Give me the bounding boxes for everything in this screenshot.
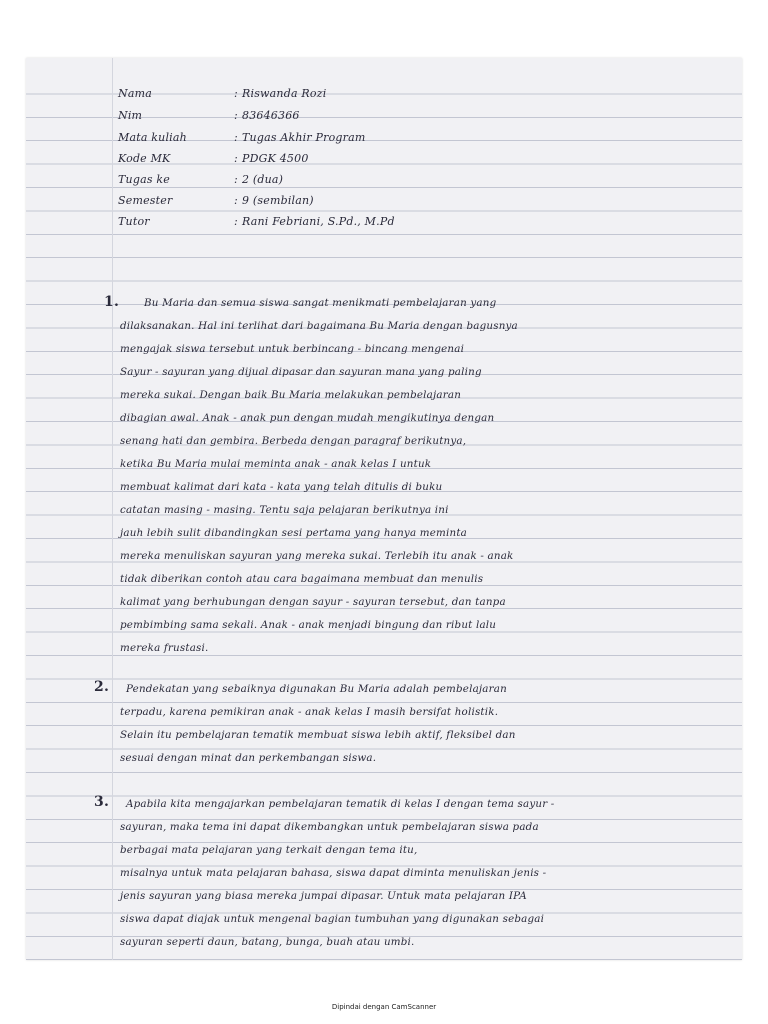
header-label: Nim bbox=[118, 109, 143, 122]
answer-line: Sayur - sayuran yang dijual dipasar dan sayuran mana yang paling bbox=[120, 366, 482, 378]
answer-line: sayuran, maka tema ini dapat dikembangkan untuk pembelajaran siswa pada bbox=[120, 821, 539, 833]
answer-number: 3. bbox=[94, 794, 110, 810]
header-value: Riswanda Rozi bbox=[242, 87, 327, 100]
header-label: Tutor bbox=[118, 215, 150, 228]
scanner-watermark: Dipindai dengan CamScanner bbox=[331, 1003, 437, 1011]
answer-line: catatan masing - masing. Tentu saja pelajaran berikutnya ini bbox=[120, 504, 449, 516]
header-label: Tugas ke bbox=[118, 173, 170, 186]
header-value: PDGK 4500 bbox=[242, 152, 309, 165]
header-colon: : bbox=[234, 87, 238, 100]
answer-line: Selain itu pembelajaran tematik membuat siswa lebih aktif, fleksibel dan bbox=[120, 729, 516, 741]
answer-line: pembimbing sama sekali. Anak - anak menjadi bingung dan ribut lalu bbox=[120, 619, 497, 631]
answer-line: Pendekatan yang sebaiknya digunakan Bu Maria adalah pembelajaran bbox=[126, 683, 507, 695]
header-label: Mata kuliah bbox=[118, 131, 187, 144]
answer-line: senang hati dan gembira. Berbeda dengan paragraf berikutnya, bbox=[120, 435, 467, 447]
header-colon: : bbox=[234, 194, 238, 207]
answer-line: membuat kalimat dari kata - kata yang telah ditulis di buku bbox=[120, 481, 443, 493]
answer-line: jenis sayuran yang biasa mereka jumpai dipasar. Untuk mata pelajaran IPA bbox=[120, 890, 527, 902]
answer-line: Bu Maria dan semua siswa sangat menikmati pembelajaran yang bbox=[144, 297, 497, 309]
answer-number: 1. bbox=[104, 294, 120, 310]
header-colon: : bbox=[234, 109, 238, 122]
answer-line: sesuai dengan minat dan perkembangan siswa. bbox=[120, 752, 377, 764]
answer-line: jauh lebih sulit dibandingkan sesi pertama yang hanya meminta bbox=[120, 527, 467, 539]
header-label: Nama bbox=[118, 87, 152, 100]
answer-line: misalnya untuk mata pelajaran bahasa, siswa dapat diminta menuliskan jenis - bbox=[120, 867, 547, 879]
answer-line: Apabila kita mengajarkan pembelajaran tematik di kelas I dengan tema sayur - bbox=[126, 798, 555, 810]
answer-line: mereka frustasi. bbox=[120, 642, 209, 654]
answer-line: berbagai mata pelajaran yang terkait dengan tema itu, bbox=[120, 844, 418, 856]
header-value: 9 (sembilan) bbox=[242, 194, 314, 207]
answer-line: sayuran seperti daun, batang, bunga, buah atau umbi. bbox=[120, 936, 415, 948]
margin-line bbox=[112, 58, 113, 960]
header-value: 2 (dua) bbox=[242, 173, 284, 186]
answer-line: siswa dapat diajak untuk mengenal bagian tumbuhan yang digunakan sebagai bbox=[120, 913, 545, 925]
answer-line: dibagian awal. Anak - anak pun dengan mudah mengikutinya dengan bbox=[120, 412, 495, 424]
header-label: Kode MK bbox=[118, 152, 171, 165]
header-value: Tugas Akhir Program bbox=[242, 131, 366, 144]
answer-line: mereka sukai. Dengan baik Bu Maria melakukan pembelajaran bbox=[120, 389, 462, 401]
answer-number: 2. bbox=[94, 679, 110, 695]
answer-line: dilaksanakan. Hal ini terlihat dari bagaimana Bu Maria dengan bagusnya bbox=[120, 320, 518, 332]
answer-line: tidak diberikan contoh atau cara bagaimana membuat dan menulis bbox=[120, 573, 484, 585]
answer-line: ketika Bu Maria mulai meminta anak - anak kelas I untuk bbox=[120, 458, 432, 470]
header-colon: : bbox=[234, 131, 238, 144]
answer-line: mereka menuliskan sayuran yang mereka sukai. Terlebih itu anak - anak bbox=[120, 550, 514, 562]
answer-line: mengajak siswa tersebut untuk berbincang - bincang mengenai bbox=[120, 343, 465, 355]
header-colon: : bbox=[234, 173, 238, 186]
header-label: Semester bbox=[118, 194, 173, 207]
header-colon: : bbox=[234, 215, 238, 228]
answer-line: terpadu, karena pemikiran anak - anak kelas I masih bersifat holistik. bbox=[120, 706, 499, 718]
header-colon: : bbox=[234, 152, 238, 165]
header-value: 83646366 bbox=[242, 109, 300, 122]
notebook-page bbox=[26, 58, 742, 960]
header-value: Rani Febriani, S.Pd., M.Pd bbox=[242, 215, 395, 228]
answer-line: kalimat yang berhubungan dengan sayur - sayuran tersebut, dan tanpa bbox=[120, 596, 506, 608]
